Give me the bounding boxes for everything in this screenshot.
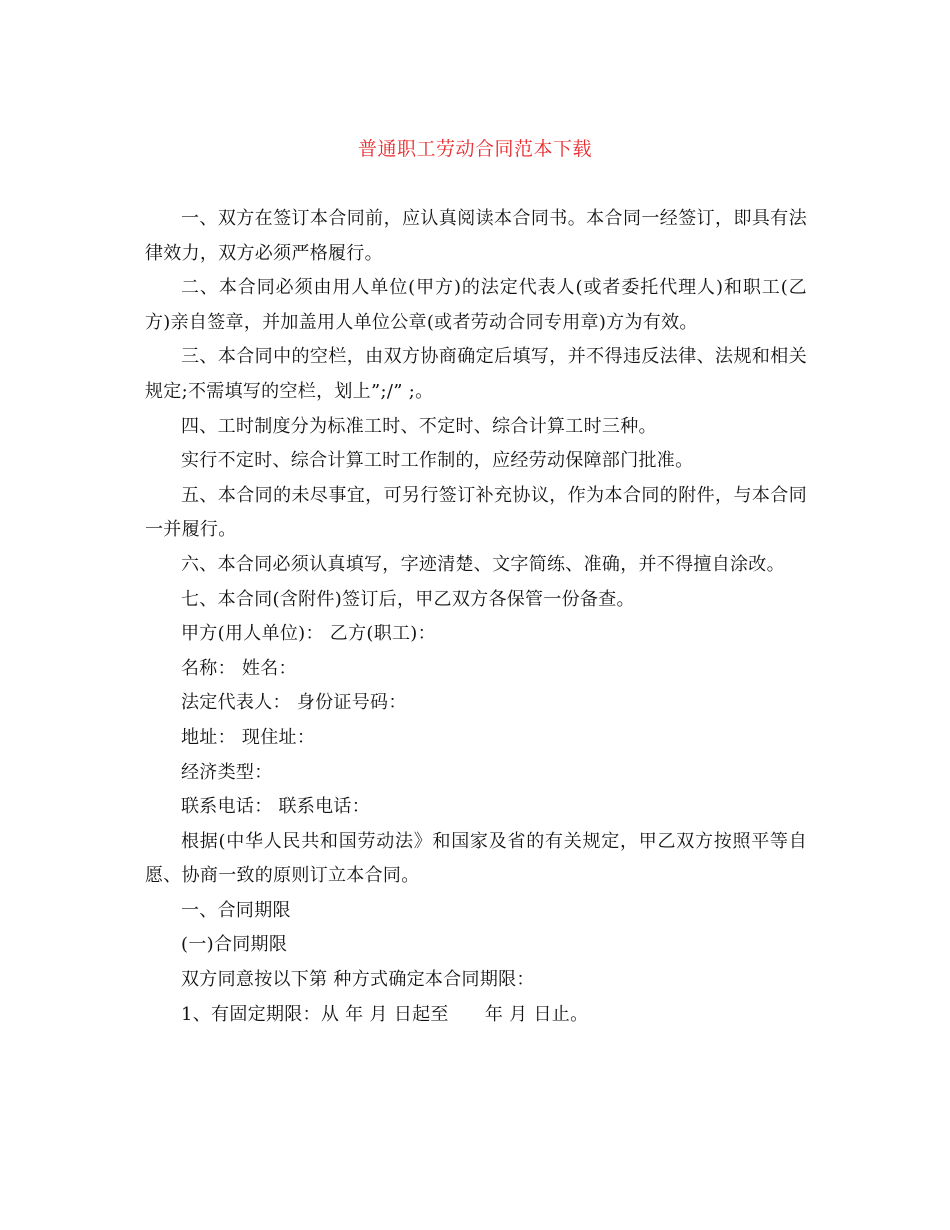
section-heading-term: 一、合同期限 <box>181 899 291 921</box>
fixed-term-line: 1、有固定期限：从 年 月 日起至 年 月 日止。 <box>181 1003 589 1025</box>
paragraph-6: 五、本合同的未尽事宜，可另行签订补充协议，作为本合同的附件，与本合同一并履行。 <box>145 484 807 541</box>
phone-field-line: 联系电话： 联系电话： <box>181 796 371 818</box>
party-header-line: 甲方(用人单位)： 乙方(职工)： <box>181 623 436 645</box>
subsection-heading-term: (一)合同期限 <box>181 934 288 956</box>
name-field-line: 名称： 姓名： <box>181 657 297 679</box>
paragraph-7: 六、本合同必须认真填写，字迹清楚、文字简练、准确，并不得擅自涂改。 <box>181 553 785 575</box>
address-field-line: 地址： 现住址： <box>181 726 316 748</box>
paragraph-3: 三、本合同中的空栏，由双方协商确定后填写，并不得违反法律、法规和相关规定;不需填写的空栏，划上”;/” ;。 <box>145 346 807 402</box>
document-title: 普通职工劳动合同范本下载 <box>357 138 592 160</box>
paragraph-1: 一、双方在签订本合同前，应认真阅读本合同书。本合同一经签订，即具有法律效力，双方必须严格履行。 <box>145 208 807 264</box>
document-body <box>145 202 807 1032</box>
term-method-line: 双方同意按以下第 种方式确定本合同期限： <box>181 969 535 991</box>
preamble-paragraph: 根据(中华人民共和国劳动法》和国家及省的有关规定，甲乙双方按照平等自愿、协商一致的原则订立本合同。 <box>145 830 807 887</box>
paragraph-4: 四、工时制度分为标准工时、不定时、综合计算工时三种。 <box>181 415 657 437</box>
paragraph-5: 实行不定时、综合计算工时工作制的，应经劳动保障部门批准。 <box>181 450 694 472</box>
paragraph-8: 七、本合同(含附件)签订后，甲乙双方各保管一份备查。 <box>181 588 635 610</box>
economic-type-field-line: 经济类型： <box>181 761 273 783</box>
representative-field-line: 法定代表人： 身份证号码： <box>181 692 407 714</box>
paragraph-2: 二、本合同必须由用人单位(甲方)的法定代表人(或者委托代理人)和职工(乙方)亲自签章，并加盖用人单位公章(或者劳动合同专用章)方为有效。 <box>145 277 807 333</box>
